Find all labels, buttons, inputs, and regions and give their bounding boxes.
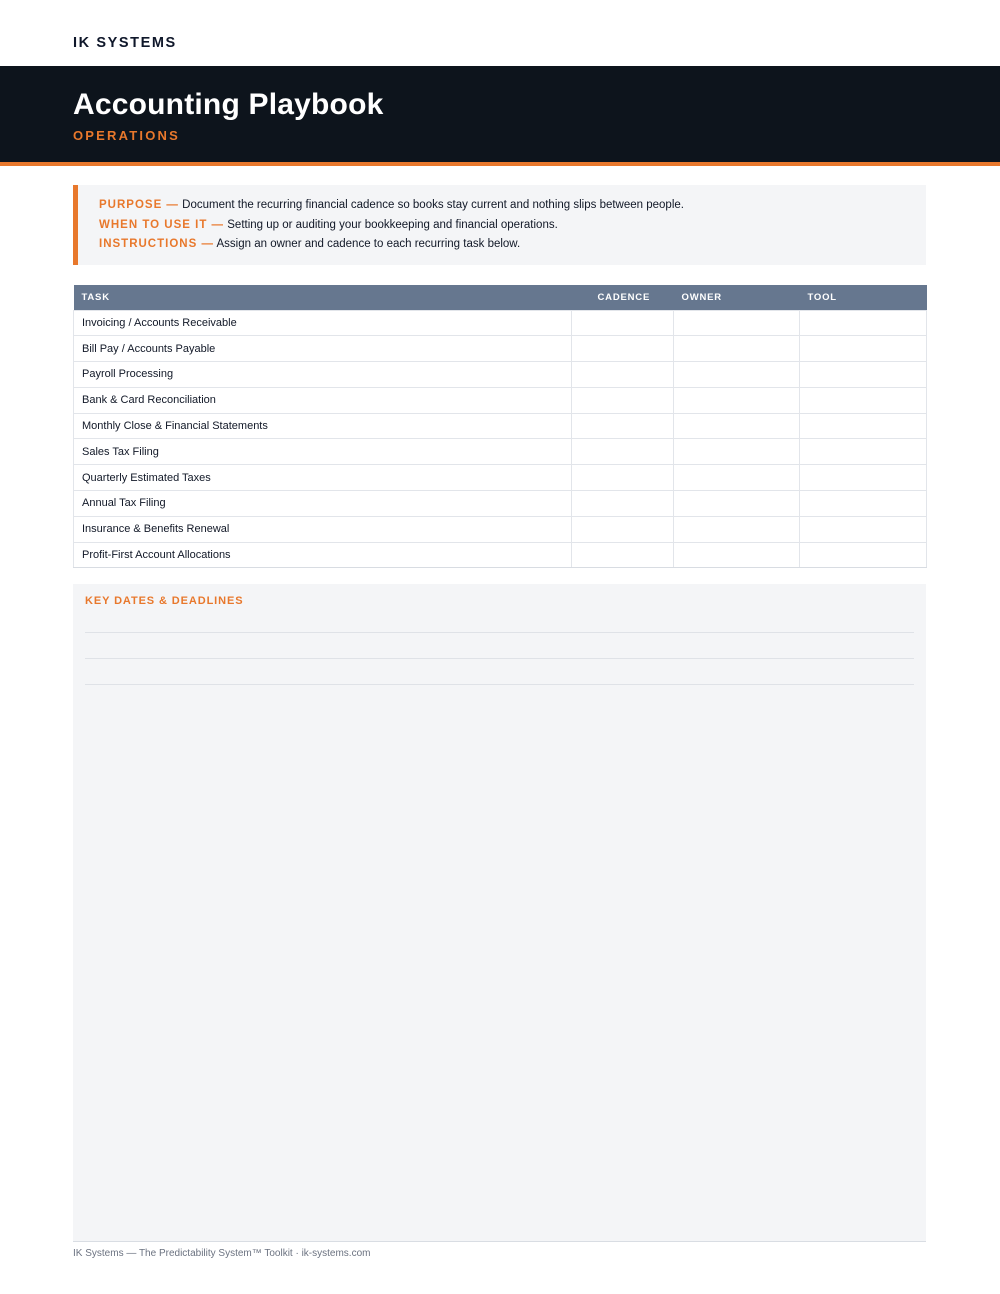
owner-cell[interactable] [674, 310, 800, 336]
cadence-cell[interactable] [572, 362, 674, 388]
cadence-cell[interactable] [572, 465, 674, 491]
purpose-text: Document the recurring financial cadence so books stay current and nothing slips between people. [182, 199, 684, 211]
page-title: Accounting Playbook [73, 88, 384, 121]
tool-cell[interactable] [800, 362, 927, 388]
cadence-cell[interactable] [572, 491, 674, 517]
when-to-use-text: Setting up or auditing your bookkeeping and financial operations. [227, 218, 558, 231]
when-to-use-label: WHEN TO USE IT — [99, 218, 225, 231]
key-dates-title: KEY DATES & DEADLINES [85, 595, 244, 607]
instructions-label: INSTRUCTIONS — [99, 238, 214, 251]
table-row [74, 387, 927, 413]
owner-cell[interactable] [674, 336, 800, 362]
table-header-row [74, 285, 927, 310]
tool-cell[interactable] [800, 413, 927, 439]
table-row [74, 465, 927, 491]
tool-cell[interactable] [800, 336, 927, 362]
purpose-line [99, 196, 926, 216]
table-row [74, 491, 927, 517]
owner-cell[interactable] [674, 362, 800, 388]
task-cell: Insurance & Benefits Renewal [74, 516, 572, 542]
table-row [74, 439, 927, 465]
key-dates-entry-line[interactable] [85, 632, 914, 633]
tool-cell[interactable] [800, 465, 927, 491]
cadence-cell[interactable] [572, 336, 674, 362]
table-row [74, 542, 927, 568]
tool-cell[interactable] [800, 310, 927, 336]
header-owner: OWNER [674, 285, 800, 310]
page-subtitle: OPERATIONS [73, 128, 180, 143]
cadence-cell[interactable] [572, 413, 674, 439]
task-cell: Profit-First Account Allocations [74, 542, 572, 568]
owner-cell[interactable] [674, 542, 800, 568]
task-cell: Sales Tax Filing [74, 439, 572, 465]
owner-cell[interactable] [674, 465, 800, 491]
cadence-cell[interactable] [572, 542, 674, 568]
tool-cell[interactable] [800, 516, 927, 542]
key-dates-entry-line[interactable] [85, 684, 914, 685]
table-row [74, 336, 927, 362]
key-dates-entry-line[interactable] [85, 658, 914, 659]
task-cell: Payroll Processing [74, 362, 572, 388]
owner-cell[interactable] [674, 439, 800, 465]
tool-cell[interactable] [800, 542, 927, 568]
owner-cell[interactable] [674, 491, 800, 517]
hero-accent-bar [0, 162, 1000, 166]
task-cell: Bank & Card Reconciliation [74, 387, 572, 413]
task-cell: Invoicing / Accounts Receivable [74, 310, 572, 336]
header-cadence: CADENCE [572, 285, 674, 310]
header-tool: TOOL [800, 285, 927, 310]
owner-cell[interactable] [674, 387, 800, 413]
tool-cell[interactable] [800, 439, 927, 465]
footer-divider [73, 1241, 926, 1242]
purpose-box [73, 185, 926, 265]
task-table [73, 285, 927, 568]
task-cell: Quarterly Estimated Taxes [74, 465, 572, 491]
tool-cell[interactable] [800, 387, 927, 413]
footer-text: IK Systems — The Predictability System™ Toolkit · ik-systems.com [73, 1248, 371, 1259]
table-row [74, 362, 927, 388]
cadence-cell[interactable] [572, 310, 674, 336]
owner-cell[interactable] [674, 413, 800, 439]
instructions-line [99, 235, 926, 255]
key-dates-panel [73, 584, 926, 1241]
table-row [74, 310, 927, 336]
cadence-cell[interactable] [572, 516, 674, 542]
task-cell: Bill Pay / Accounts Payable [74, 336, 572, 362]
purpose-label: PURPOSE — [99, 199, 179, 211]
task-cell: Monthly Close & Financial Statements [74, 413, 572, 439]
when-to-use-line [99, 216, 926, 236]
task-cell: Annual Tax Filing [74, 491, 572, 517]
table-row [74, 516, 927, 542]
cadence-cell[interactable] [572, 439, 674, 465]
tool-cell[interactable] [800, 491, 927, 517]
header-task: TASK [74, 285, 572, 310]
cadence-cell[interactable] [572, 387, 674, 413]
instructions-text: Assign an owner and cadence to each recurring task below. [216, 238, 521, 251]
brand-name: IK SYSTEMS [73, 35, 177, 51]
owner-cell[interactable] [674, 516, 800, 542]
table-row [74, 413, 927, 439]
